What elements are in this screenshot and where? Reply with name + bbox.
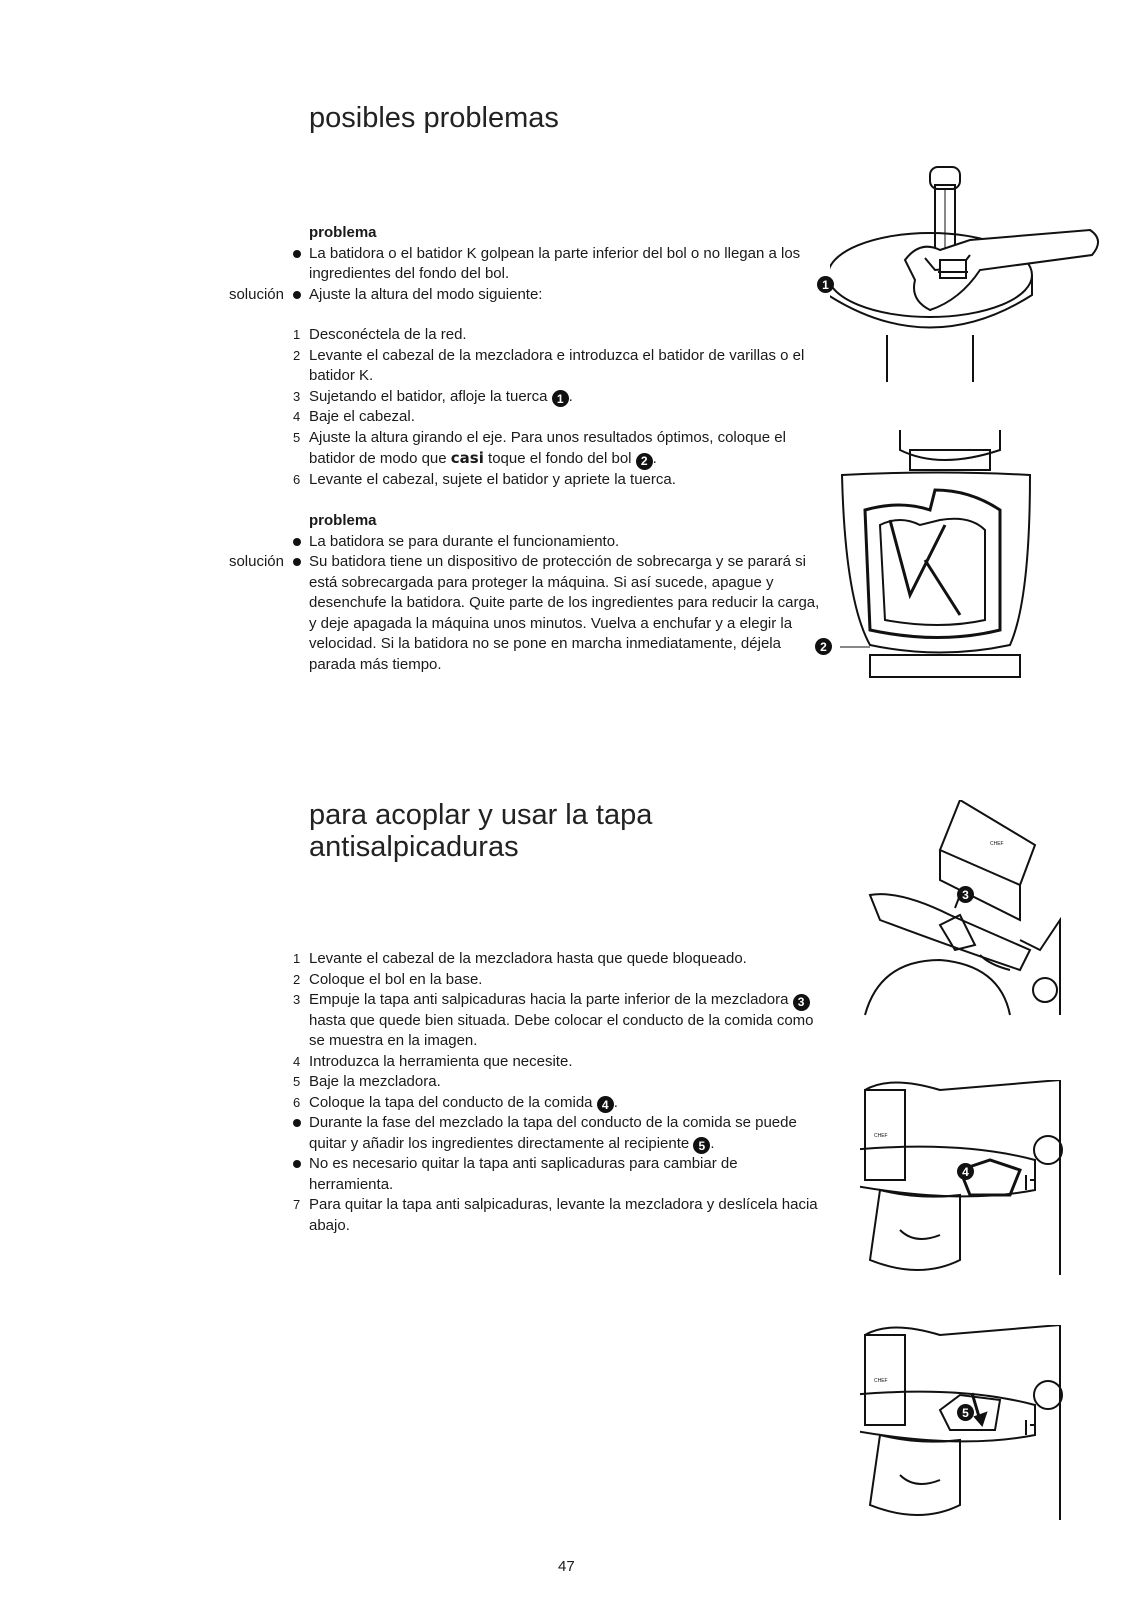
splashguard-steps — [190, 949, 820, 1236]
bullet-icon — [293, 1119, 301, 1127]
problem-block-2 — [190, 511, 820, 675]
bullet-text: No es necesario quitar la tapa anti saplicaduras para cambiar de herramienta. — [309, 1155, 738, 1193]
figure-callout-2: 2 — [815, 638, 832, 655]
figure-callout-1: 1 — [817, 276, 834, 293]
bullet-icon — [293, 538, 301, 546]
step-row: 6 Coloque la tapa del conducto de la comida 4 . — [190, 1093, 820, 1114]
step-text: Para quitar la tapa anti salpicaduras, levante la mezcladora y deslícela hacia abajo. — [309, 1196, 818, 1234]
solution-row — [190, 552, 820, 675]
problem-heading: problema — [309, 224, 377, 241]
step-text: Sujetando el batidor, afloje la tuerca 1 . — [309, 387, 573, 406]
bullet-row — [190, 1154, 820, 1195]
figure-callout-3: 3 — [957, 886, 974, 903]
svg-text:CHEF: CHEF — [874, 1133, 888, 1139]
step-text: Empuje la tapa anti salpicaduras hacia la parte inferior de la mezcladora 3 hasta que quede bien situada. Debe colocar el conducto de la comida como se muestra en la imagen. — [309, 991, 814, 1049]
section-title-splashguard: para acoplar y usar la tapa antisalpicaduras — [309, 799, 653, 863]
callout-ref-5: 5 — [693, 1137, 710, 1154]
step-text: Levante el cabezal, sujete el batidor y apriete la tuerca. — [309, 470, 676, 488]
step-text: Baje la mezcladora. — [309, 1073, 441, 1090]
solution-row — [190, 285, 820, 306]
step-row: 4 Introduzca la herramienta que necesite. — [190, 1052, 820, 1073]
solution-text: Su batidora tiene un dispositivo de protección de sobrecarga y se parará si está sobrecargada para proteger la máquina. Si así sucede, apague y desenchufe la batidora. Quite parte de los ingredientes para reducir la carga, y deje apagada la máquina unos minutos. Vuelva a enchufar y a elegir la velocidad. Si la batidora no se pone en marcha inmediatamente, déjela parada más tiempo. — [309, 553, 820, 673]
feed-chute-open-figure — [860, 1325, 1070, 1520]
figure-callout-5: 5 — [957, 1404, 974, 1421]
step-text: Introduzca la herramienta que necesite. — [309, 1052, 573, 1070]
step-row: 3 Empuje la tapa anti salpicaduras hacia la parte inferior de la mezcladora 3 hasta que quede bien situada. Debe colocar el conducto de la comida como se muestra en la imagen. — [190, 990, 820, 1052]
solution-label: solución — [228, 285, 284, 303]
k-beater-bowl-figure — [840, 430, 1040, 690]
page-number: 47 — [558, 1558, 575, 1575]
bullet-text: Durante la fase del mezclado la tapa del conducto de la comida se puede quitar y añadir los ingredientes directamente al recipiente 5 . — [309, 1114, 797, 1153]
step-row: 3 Sujetando el batidor, afloje la tuerca 1 . — [190, 387, 820, 408]
step-row: 4 Baje el cabezal. — [190, 407, 820, 428]
svg-text:CHEF: CHEF — [874, 1378, 888, 1384]
splashguard-attach-figure — [860, 800, 1070, 1025]
problem-row — [190, 244, 820, 285]
step-row: 5 Baje la mezcladora. — [190, 1072, 820, 1093]
problem-text: La batidora se para durante el funcionamiento. — [309, 532, 620, 550]
step-row: 2 Coloque el bol en la base. — [190, 970, 820, 991]
step-text: Coloque la tapa del conducto de la comida 4 . — [309, 1093, 618, 1112]
bullet-icon — [293, 250, 301, 258]
section-title-problems: posibles problemas — [309, 102, 559, 134]
problem-block-1 — [190, 223, 820, 490]
step-text: Desconéctela de la red. — [309, 326, 467, 343]
step-text: Baje el cabezal. — [309, 408, 415, 425]
step-row: 1 Desconéctela de la red. — [190, 325, 820, 346]
step-row: 1 Levante el cabezal de la mezcladora hasta que quede bloqueado. — [190, 949, 820, 970]
step-row: 6 Levante el cabezal, sujete el batidor y apriete la tuerca. — [190, 470, 820, 491]
bullet-row — [190, 1113, 820, 1154]
figure-callout-4: 4 — [957, 1163, 974, 1180]
bullet-icon — [293, 558, 301, 566]
callout-ref-1: 1 — [552, 390, 569, 407]
callout-ref-3: 3 — [793, 994, 810, 1011]
step-text: Levante el cabezal de la mezcladora e introduzca el batidor de varillas o el batidor K. — [309, 346, 805, 384]
step-row: 5 Ajuste la altura girando el eje. Para unos resultados óptimos, coloque el batidor de modo que casi toque el fondo del bol 2 . — [190, 428, 820, 470]
problem-text: La batidora o el batidor K golpean la parte inferior del bol o no llegan a los ingredientes del fondo del bol. — [309, 244, 801, 282]
bullet-icon — [293, 291, 301, 299]
step-row: 7 Para quitar la tapa anti salpicaduras, levante la mezcladora y deslícela hacia abajo. — [190, 1195, 820, 1236]
problem-heading: problema — [309, 512, 377, 529]
step-row: 2 Levante el cabezal de la mezcladora e introduzca el batidor de varillas o el batidor K. — [190, 346, 820, 387]
svg-text:CHEF: CHEF — [990, 841, 1004, 847]
callout-ref-4: 4 — [597, 1096, 614, 1113]
step-text: Coloque el bol en la base. — [309, 970, 483, 988]
callout-ref-2: 2 — [636, 453, 653, 470]
problem-row — [190, 532, 820, 553]
bullet-icon — [293, 1160, 301, 1168]
solution-text: Ajuste la altura del modo siguiente: — [309, 285, 543, 303]
step-text: Levante el cabezal de la mezcladora hasta que quede bloqueado. — [309, 950, 747, 967]
spanner-nut-figure — [830, 160, 1100, 390]
solution-label: solución — [228, 553, 284, 570]
step-text: Ajuste la altura girando el eje. Para unos resultados óptimos, coloque el batidor de modo que casi toque el fondo del bol 2 . — [309, 428, 786, 468]
